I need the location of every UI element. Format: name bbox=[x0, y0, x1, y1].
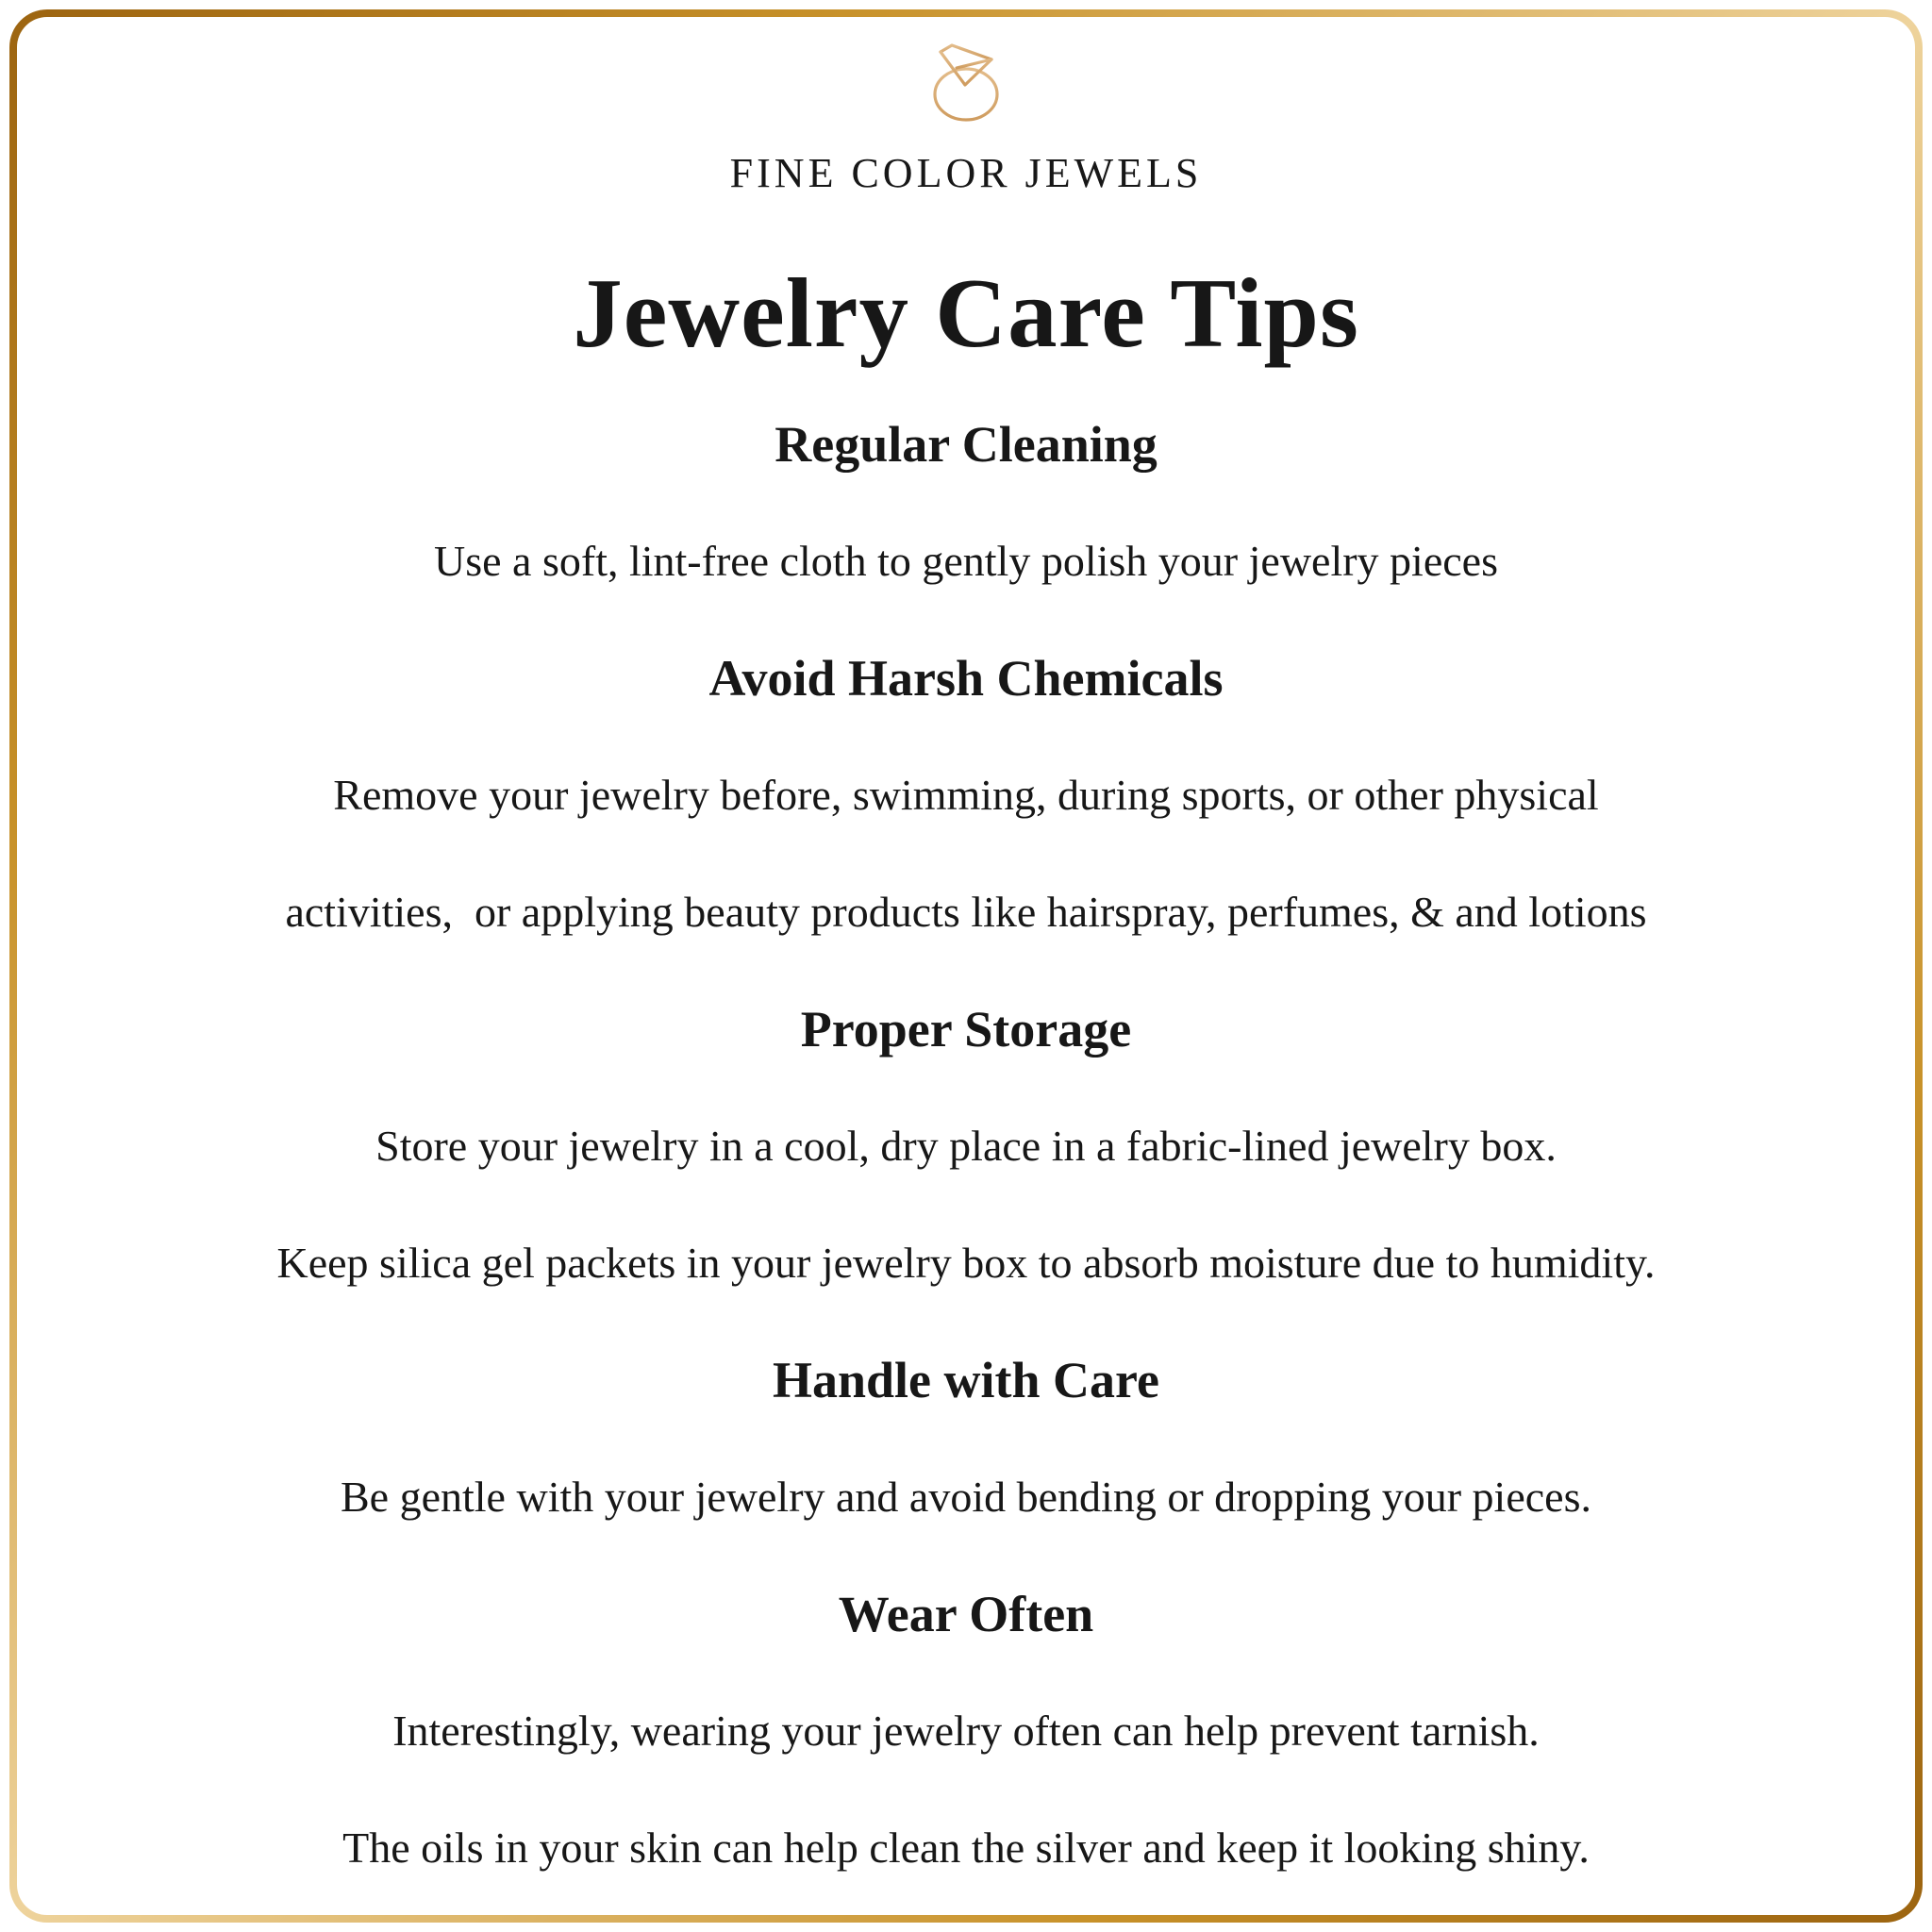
section-line: Be gentle with your jewelry and avoid bending or dropping your pieces. bbox=[340, 1473, 1591, 1521]
section-heading: Avoid Harsh Chemicals bbox=[708, 650, 1224, 707]
section-heading: Regular Cleaning bbox=[774, 416, 1158, 473]
section-heading: Handle with Care bbox=[772, 1352, 1159, 1408]
section-line: Keep silica gel packets in your jewelry box to absorb moisture due to humidity. bbox=[276, 1239, 1656, 1287]
section-line: activities, or applying beauty products like hairspray, perfumes, & and lotions bbox=[285, 888, 1647, 936]
content bbox=[17, 386, 1915, 1907]
section-line: Use a soft, lint-free cloth to gently polish your jewelry pieces bbox=[434, 537, 1498, 585]
ring-icon bbox=[935, 69, 997, 120]
brand-name: FINE COLOR JEWELS bbox=[729, 150, 1203, 196]
section-line: Remove your jewelry before, swimming, during sports, or other physical bbox=[333, 771, 1599, 819]
jewelry-care-card bbox=[17, 17, 1915, 1915]
section-heading: Proper Storage bbox=[800, 1001, 1132, 1058]
page-title: Jewelry Care Tips bbox=[573, 258, 1359, 368]
section-line: The oils in your skin can help clean the silver and keep it looking shiny. bbox=[342, 1824, 1590, 1872]
section-line: Store your jewelry in a cool, dry place in a fabric-lined jewelry box. bbox=[375, 1122, 1557, 1170]
diamond-ring-logo bbox=[777, 38, 1155, 151]
diamond-icon bbox=[941, 45, 991, 85]
section-line: Interestingly, wearing your jewelry often can help prevent tarnish. bbox=[392, 1707, 1540, 1755]
gold-border-frame bbox=[9, 9, 1923, 1923]
section-heading: Wear Often bbox=[838, 1586, 1094, 1642]
